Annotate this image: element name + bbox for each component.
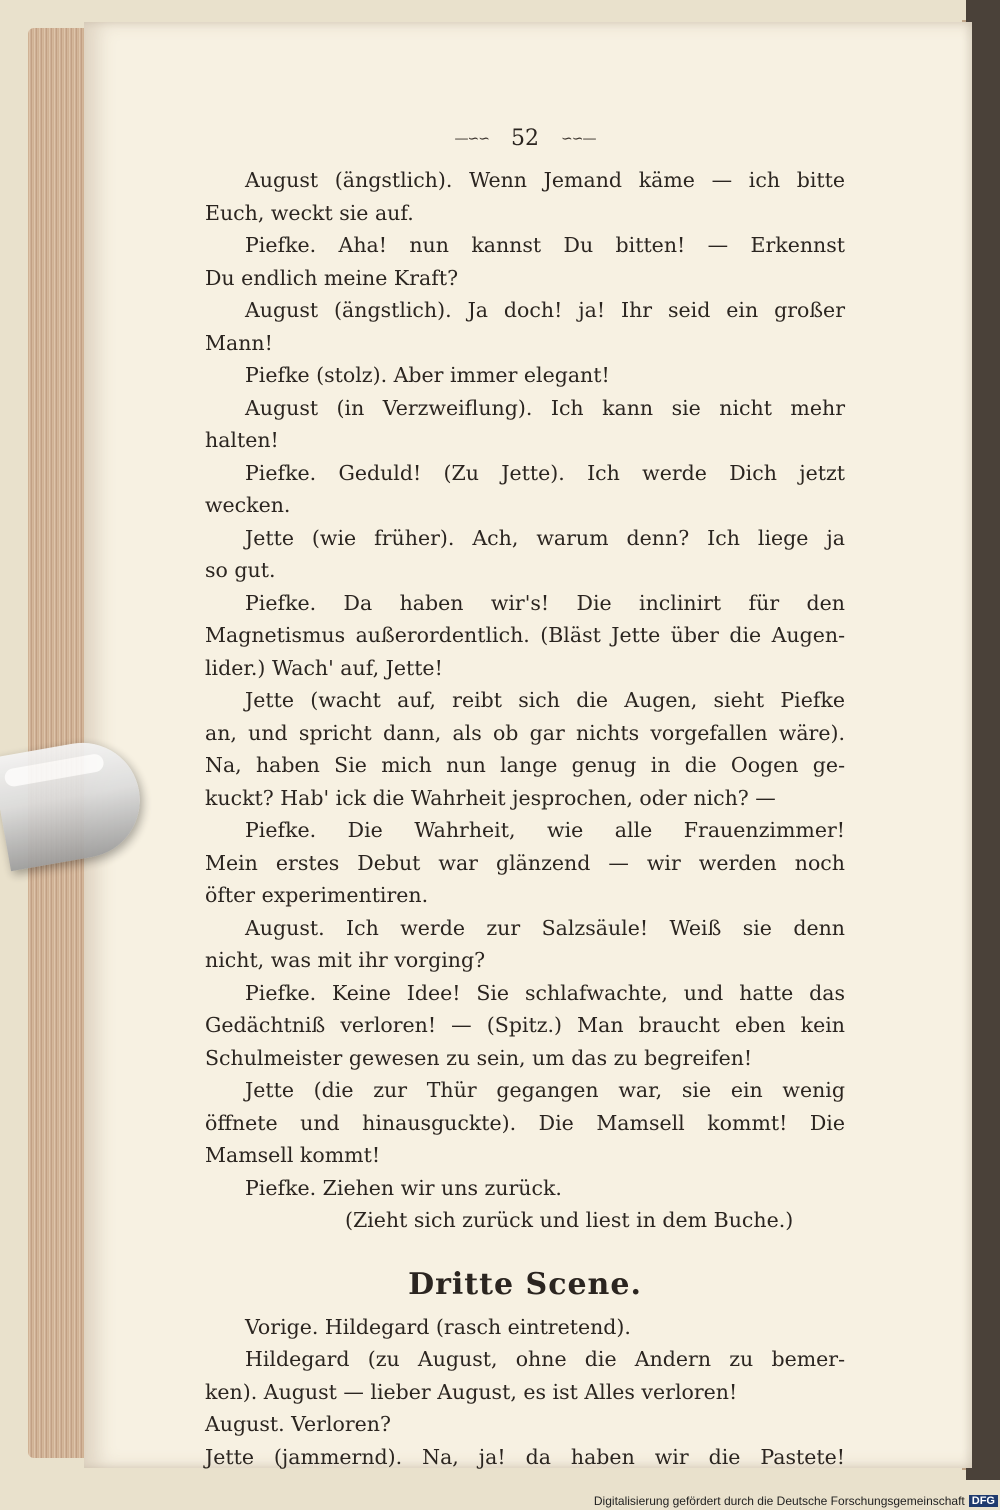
- text-line: Piefke. Geduld! (Zu Jette). Ich werde Dich jetzt: [245, 460, 845, 485]
- text-line: Jette (jammernd). Na, ja! da haben wir die Pastete!: [205, 1444, 845, 1469]
- text-line: Du endlich meine Kraft?: [205, 265, 459, 290]
- text-line: Piefke. Keine Idee! Sie schlafwachte, und hatte das: [245, 980, 845, 1005]
- text-line: Na, haben Sie mich nun lange genug in die Oogen ge-: [205, 753, 845, 777]
- dialogue-block-1: [205, 164, 845, 1237]
- footer-credit: [594, 1494, 998, 1508]
- text-line: ken). August — lieber August, es ist Alles verloren!: [205, 1379, 738, 1404]
- text-line: August. Ich werde zur Salzsäule! Weiß sie denn: [245, 915, 845, 940]
- ornament-right: ∽∽—: [561, 131, 596, 147]
- text-line: August. Verloren?: [205, 1412, 392, 1436]
- text-line: nicht, was mit ihr vorging?: [205, 948, 486, 972]
- text-line: Schulmeister gewesen zu sein, um das zu begreifen!: [205, 1045, 753, 1070]
- text-line: Gedächtniß verloren! — (Spitz.) Man braucht eben kein: [205, 1013, 845, 1037]
- text-line: Mamsell kommt!: [205, 1143, 381, 1167]
- text-line: Hildegard (zu August, ohne die Andern zu bemer-: [245, 1347, 845, 1371]
- text-line: Euch, weckt sie auf.: [205, 200, 414, 225]
- text-line: kuckt? Hab' ick die Wahrheit jesprochen, oder nich? —: [205, 785, 776, 810]
- page-text-column: [205, 120, 845, 1473]
- text-line: Piefke. Die Wahrheit, wie alle Frauenzimmer!: [245, 818, 845, 842]
- clip-highlight: [3, 753, 105, 788]
- dfg-logo: DFG: [969, 1495, 998, 1507]
- text-line: August (ängstlich). Wenn Jemand käme — ich bitte: [245, 168, 845, 192]
- page-number-header: [205, 120, 845, 158]
- dialogue-block-2: [205, 1311, 845, 1474]
- text-line: so gut.: [205, 558, 276, 582]
- text-line: Piefke. Da haben wir's! Die inclinirt für den: [245, 590, 845, 615]
- text-line: wecken.: [205, 493, 291, 517]
- scene-heading: Dritte Scene.: [408, 1266, 642, 1302]
- text-line: Vorige. Hildegard (rasch eintretend).: [245, 1314, 631, 1339]
- text-line: Jette (wacht auf, reibt sich die Augen, sieht Piefke: [245, 688, 845, 712]
- text-line: August (ängstlich). Ja doch! ja! Ihr seid ein großer: [245, 298, 845, 322]
- text-line: lider.) Wach' auf, Jette!: [205, 655, 443, 680]
- text-line: Piefke (stolz). Aber immer elegant!: [245, 363, 610, 387]
- page-number: 52: [511, 126, 539, 151]
- text-line: halten!: [205, 428, 279, 452]
- text-line: Jette (die zur Thür gegangen war, sie ein wenig: [245, 1078, 845, 1102]
- text-line: Piefke. Ziehen wir uns zurück.: [245, 1175, 562, 1200]
- text-line: Magnetismus außerordentlich. (Bläst Jette über die Augen-: [205, 623, 845, 647]
- text-line: öfter experimentiren.: [205, 883, 429, 907]
- text-line: August (in Verzweiflung). Ich kann sie nicht mehr: [245, 395, 845, 420]
- text-line: öffnete und hinausguckte). Die Mamsell kommt! Die: [205, 1110, 845, 1135]
- text-line: Jette (wie früher). Ach, warum denn? Ich liege ja: [245, 525, 845, 550]
- text-line: Piefke. Aha! nun kannst Du bitten! — Erkennst: [245, 233, 845, 257]
- footer-text: Digitalisierung gefördert durch die Deutsche Forschungsgemeinschaft: [593, 1494, 965, 1508]
- text-line: Mein erstes Debut war glänzend — wir werden noch: [205, 850, 845, 875]
- text-line: (Zieht sich zurück und liest in dem Buche.): [345, 1208, 794, 1232]
- ornament-left: —∽∽: [454, 131, 489, 147]
- text-line: Mann!: [205, 330, 273, 355]
- text-line: an, und spricht dann, als ob gar nichts vorgefallen wäre).: [205, 720, 845, 745]
